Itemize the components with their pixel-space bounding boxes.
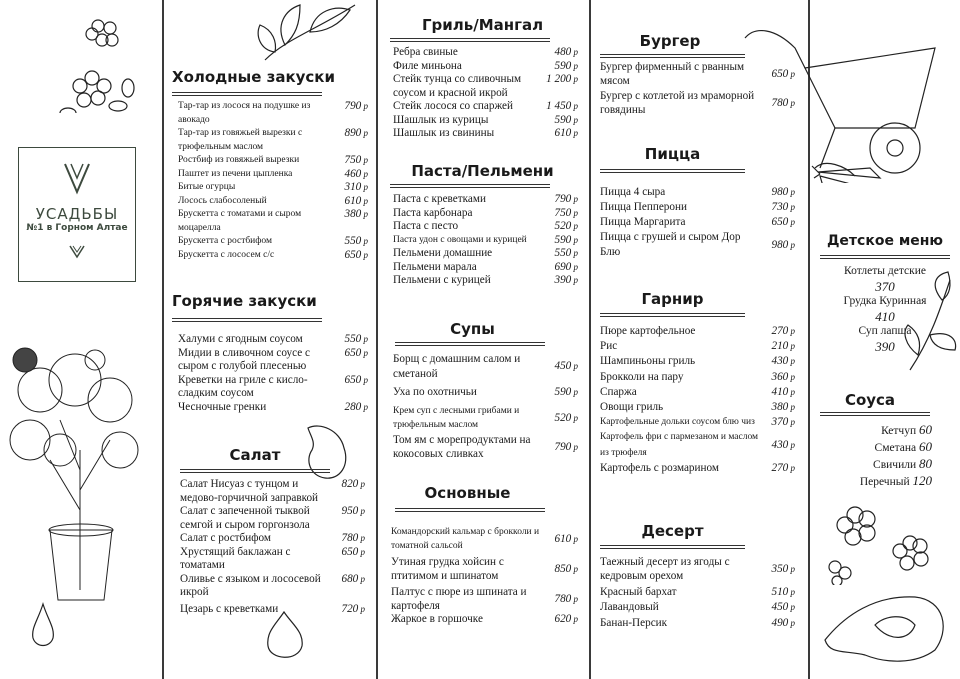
menu-item: Филе миньона 590 р (393, 60, 578, 74)
menu-item: Шампиньоны гриль 430 р (600, 354, 795, 369)
salmon-steak-illustration (815, 585, 955, 670)
logo (18, 147, 136, 282)
hot-list (178, 333, 368, 414)
section-rule (600, 545, 745, 549)
menu-item: Битые огурцы 310 р (178, 181, 368, 195)
menu-item: Пельмени с курицей 390 р (393, 274, 578, 288)
menu-item: Салат Нисуаз с тунцом и медово-горчичной заправкой 820 р (180, 478, 365, 505)
menu-item: Халуми с ягодным соусом 550 р (178, 333, 368, 347)
menu-item: Паста удон с овощами и курицей 590 р (393, 234, 578, 248)
section-rule (600, 54, 745, 58)
sauce-item: Свичили 80 (873, 456, 932, 471)
section-rule (820, 412, 930, 416)
menu-item: Салат с ростбифом 780 р (180, 532, 365, 546)
menu-item: Тар-тар из лосося на подушке из авокадо 790 р (178, 100, 368, 127)
menu-item: Рис 210 р (600, 339, 795, 354)
menu-item: Ребра свиные 480 р (393, 46, 578, 60)
menu-item: Овощи гриль 380 р (600, 400, 795, 415)
section-title-sauces: Соуса (844, 391, 896, 409)
pear-icon (28, 600, 58, 650)
section-title-soups: Супы (450, 320, 495, 338)
sauce-item: Кетчуп 60 (881, 422, 932, 437)
menu-item: Оливье с языком и лососевой икрой 680 р (180, 573, 365, 600)
menu-item: Мидии в сливочном соусе с сыром с голубой плесенью 650 р (178, 347, 368, 374)
menu-item: Паштет из печени цыпленка 460 р (178, 168, 368, 182)
kids-item-name: Суп лапша (858, 325, 912, 337)
menu-item: Борщ с домашним салом и сметаной 450 р (393, 352, 578, 381)
section-rule (172, 318, 322, 322)
menu-item: Крем суп с лесными грибами и трюфельным маслом 520 р (393, 404, 578, 433)
menu-item: Хрустящий баклажан с томатами 650 р (180, 546, 365, 573)
menu-item: Пицца с грушей и сыром Дор Блю 980 р (600, 230, 795, 260)
menu-item: Картофельные дольки соусом блю чиз 370 р (600, 415, 795, 430)
sauce-item: Перечный 120 (859, 473, 932, 488)
menu-item: Паста с песто 520 р (393, 220, 578, 234)
menu-item: Шашлык из свинины 610 р (393, 127, 578, 141)
section-title-cold: Холодные закуски (172, 68, 335, 86)
section-title-burger: Бургер (639, 32, 701, 50)
logo-emblem-icon (62, 162, 92, 196)
menu-item: Паста с креветками 790 р (393, 193, 578, 207)
section-title-pizza: Пицца (644, 145, 701, 163)
kids-item-price: 410 (875, 309, 895, 324)
section-title-pasta: Паста/Пельмени (411, 162, 554, 180)
potted-tree-illustration (0, 330, 160, 610)
menu-item: Утиная грудка хойсин с птитимом и шпинатом 850 р (391, 556, 578, 583)
section-rule (395, 508, 545, 512)
menu-item: Стейк тунца со сливочным соусом и красной икрой 1 200 р (393, 73, 578, 100)
menu-item: Тар-тар из говяжьей вырезки с трюфельным маслом 890 р (178, 127, 368, 154)
section-title-main: Основные (424, 484, 511, 502)
salad-list (180, 478, 365, 616)
kids-item-name: Котлеты детские (844, 265, 926, 277)
menu-item: Спаржа 410 р (600, 385, 795, 400)
menu-item: Жаркое в горшочке 620 р (391, 613, 578, 627)
menu-item: Палтус с пюре из шпината и картофеля 780 р (391, 586, 578, 613)
pear-icon (262, 610, 307, 665)
section-rule (395, 342, 545, 346)
menu-item: Ростбиф из говяжьей вырезки 750 р (178, 154, 368, 168)
pasta-list (393, 193, 578, 288)
soups-list (393, 352, 578, 462)
carrot-icon (810, 160, 890, 190)
menu-item: Том ям с морепродуктами на кокосовых сливках 790 р (393, 433, 578, 462)
menu-item: Таежный десерт из ягоды с кедровым орехом 350 р (600, 556, 795, 584)
menu-item: Брускетта с лососем с/с 650 р (178, 249, 368, 263)
menu-item: Брускетта с ростбифом 550 р (178, 235, 368, 249)
menu-item: Пицца 4 сыра 980 р (600, 185, 795, 200)
column-divider (589, 0, 591, 679)
menu-item: Красный бархат 510 р (600, 586, 795, 600)
sauce-item: Сметана 60 (874, 439, 932, 454)
menu-item: Креветки на гриле с кисло-сладким соусом 650 р (178, 374, 368, 401)
section-rule (600, 313, 745, 317)
menu-item: Уха по охотничьи 590 р (393, 385, 578, 400)
section-title-salad: Салат (229, 446, 281, 464)
menu-item: Пицца Пепперони 730 р (600, 200, 795, 215)
flowers-illustration (40, 18, 140, 113)
kids-list (815, 264, 955, 354)
cold-list (178, 100, 368, 262)
menu-item: Шашлык из курицы 590 р (393, 114, 578, 128)
section-rule (172, 92, 322, 96)
menu-item: Чесночные гренки 280 р (178, 401, 368, 415)
logo-title: УСАДЬБЫ (35, 205, 119, 223)
column-divider (162, 0, 164, 679)
section-rule (600, 169, 745, 173)
menu-item: Салат с запеченной тыквой семгой и сыром горгонзола 950 р (180, 505, 365, 532)
section-title-garnish: Гарнир (641, 290, 704, 308)
section-title-dessert: Десерт (641, 522, 704, 540)
menu-item: Цезарь с креветками 720 р (180, 603, 365, 617)
leaves-illustration (255, 0, 365, 65)
menu-item: Бургер с котлетой из мраморной говядины 780 р (600, 90, 795, 117)
menu-item: Лосось слабосоленый 610 р (178, 195, 368, 209)
column-divider (376, 0, 378, 679)
menu-item: Стейк лосося со спаржей 1 450 р (393, 100, 578, 114)
menu-item: Банан-Персик 490 р (600, 617, 795, 631)
menu-item: Картофель с розмарином 270 р (600, 461, 795, 476)
pizza-list (600, 185, 795, 260)
menu-item: Пельмени домашние 550 р (393, 247, 578, 261)
menu-item: Лавандовый 450 р (600, 601, 795, 615)
menu-item: Брускетта с томатами и сыром моцарелла 380 р (178, 208, 368, 235)
menu-item: Брокколи на пару 360 р (600, 370, 795, 385)
logo-arrow-icon (67, 243, 87, 261)
kids-item-price: 390 (875, 339, 895, 354)
sauces-list (812, 422, 932, 490)
section-rule (820, 255, 950, 259)
section-rule (180, 469, 330, 473)
grill-list (393, 46, 578, 141)
section-title-grill: Гриль/Мангал (421, 16, 544, 34)
menu-item: Пицца Маргарита 650 р (600, 215, 795, 230)
burger-list (600, 61, 795, 117)
menu-item: Пельмени марала 690 р (393, 261, 578, 275)
menu-item: Командорский кальмар с брокколи и томатной сальсой 610 р (391, 526, 578, 553)
menu-item: Картофель фри с пармезаном и маслом из трюфеля 430 р (600, 430, 795, 460)
section-rule (390, 38, 550, 42)
section-title-kids: Детское меню (826, 233, 944, 249)
section-rule (390, 184, 550, 188)
logo-subtitle: №1 в Горном Алтае (26, 223, 128, 233)
menu-item: Пюре картофельное 270 р (600, 324, 795, 339)
menu-item: Бургер фирменный с рванным мясом 650 р (600, 61, 795, 88)
main-list (391, 526, 578, 627)
kids-item-name: Грудка Куринная (843, 295, 927, 307)
garnish-list (600, 324, 795, 476)
kids-item-price: 370 (875, 279, 895, 294)
menu-item: Паста карбонара 750 р (393, 207, 578, 221)
flowers-illustration (815, 495, 955, 585)
dessert-list (600, 556, 795, 631)
section-title-hot: Горячие закуски (172, 292, 317, 310)
